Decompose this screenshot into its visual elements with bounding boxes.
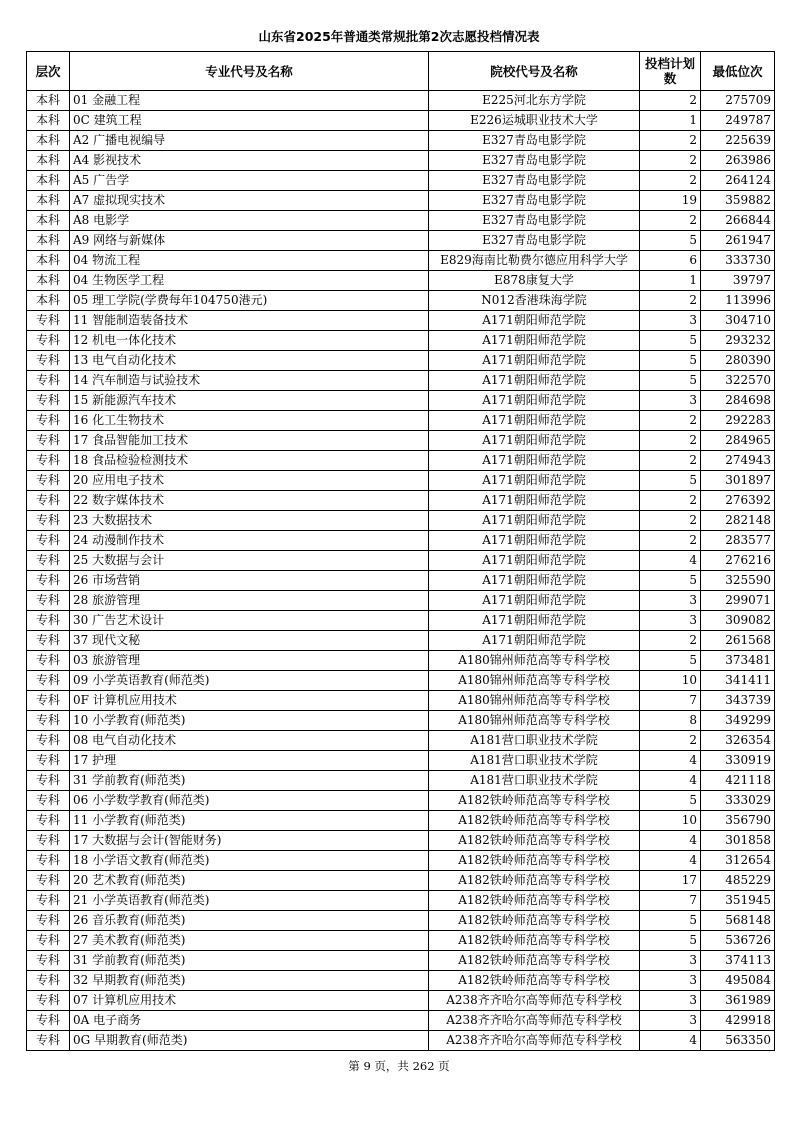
table-row [27, 991, 775, 1011]
cell-rank: 333029 [701, 791, 775, 811]
table-row [27, 731, 775, 751]
cell-major: 26 音乐教育(师范类) [70, 911, 429, 931]
table-row [27, 871, 775, 891]
cell-plan: 5 [640, 931, 701, 951]
cell-level: 专科 [27, 511, 70, 531]
cell-rank: 284698 [701, 391, 775, 411]
cell-plan: 5 [640, 651, 701, 671]
table-row [27, 191, 775, 211]
cell-level: 专科 [27, 471, 70, 491]
cell-major: 31 学前教育(师范类) [70, 951, 429, 971]
cell-plan: 5 [640, 471, 701, 491]
cell-plan: 7 [640, 691, 701, 711]
cell-level: 专科 [27, 971, 70, 991]
page-footer: 第 9 页，共 262 页 [348, 1059, 450, 1073]
cell-school: A181营口职业技术学院 [429, 731, 640, 751]
cell-major: A5 广告学 [70, 171, 429, 191]
cell-level: 本科 [27, 131, 70, 151]
cell-school: N012香港珠海学院 [429, 291, 640, 311]
cell-plan: 5 [640, 791, 701, 811]
cell-rank: 421118 [701, 771, 775, 791]
cell-major: 25 大数据与会计 [70, 551, 429, 571]
cell-school: A171朝阳师范学院 [429, 371, 640, 391]
cell-major: 14 汽车制造与试验技术 [70, 371, 429, 391]
header-major: 专业代号及名称 [70, 52, 429, 91]
cell-plan: 3 [640, 591, 701, 611]
cell-major: 17 护理 [70, 751, 429, 771]
cell-plan: 3 [640, 311, 701, 331]
cell-school: A171朝阳师范学院 [429, 511, 640, 531]
cell-school: E327青岛电影学院 [429, 171, 640, 191]
header-plan: 投档计划数 [640, 52, 701, 91]
cell-level: 专科 [27, 411, 70, 431]
cell-level: 本科 [27, 251, 70, 271]
cell-level: 本科 [27, 231, 70, 251]
cell-major: 0A 电子商务 [70, 1011, 429, 1031]
table-row [27, 311, 775, 331]
cell-rank: 349299 [701, 711, 775, 731]
table-row [27, 791, 775, 811]
cell-rank: 361989 [701, 991, 775, 1011]
cell-major: 13 电气自动化技术 [70, 351, 429, 371]
cell-plan: 2 [640, 431, 701, 451]
cell-rank: 39797 [701, 271, 775, 291]
table-row [27, 891, 775, 911]
cell-rank: 282148 [701, 511, 775, 531]
cell-rank: 292283 [701, 411, 775, 431]
cell-plan: 3 [640, 951, 701, 971]
cell-level: 本科 [27, 111, 70, 131]
table-row [27, 391, 775, 411]
cell-level: 专科 [27, 891, 70, 911]
cell-school: A171朝阳师范学院 [429, 331, 640, 351]
cell-rank: 261568 [701, 631, 775, 651]
cell-plan: 5 [640, 231, 701, 251]
cell-major: 0G 早期教育(师范类) [70, 1031, 429, 1051]
cell-major: A2 广播电视编导 [70, 131, 429, 151]
cell-major: 03 旅游管理 [70, 651, 429, 671]
cell-rank: 113996 [701, 291, 775, 311]
cell-level: 专科 [27, 771, 70, 791]
cell-major: A7 虚拟现实技术 [70, 191, 429, 211]
cell-school: A171朝阳师范学院 [429, 491, 640, 511]
cell-level: 专科 [27, 1031, 70, 1051]
cell-plan: 3 [640, 991, 701, 1011]
cell-level: 专科 [27, 611, 70, 631]
cell-school: E829海南比勒费尔德应用科学大学 [429, 251, 640, 271]
table-row [27, 211, 775, 231]
cell-rank: 309082 [701, 611, 775, 631]
cell-school: E225河北东方学院 [429, 91, 640, 111]
cell-plan: 2 [640, 531, 701, 551]
cell-level: 本科 [27, 151, 70, 171]
cell-school: A181营口职业技术学院 [429, 751, 640, 771]
cell-school: A171朝阳师范学院 [429, 611, 640, 631]
cell-school: A182铁岭师范高等专科学校 [429, 831, 640, 851]
cell-plan: 4 [640, 851, 701, 871]
cell-plan: 10 [640, 811, 701, 831]
cell-major: 12 机电一体化技术 [70, 331, 429, 351]
cell-major: A8 电影学 [70, 211, 429, 231]
cell-level: 专科 [27, 791, 70, 811]
cell-school: A171朝阳师范学院 [429, 351, 640, 371]
cell-school: A171朝阳师范学院 [429, 631, 640, 651]
admission-table [26, 51, 775, 1051]
table-row [27, 271, 775, 291]
cell-major: 37 现代文秘 [70, 631, 429, 651]
cell-school: A182铁岭师范高等专科学校 [429, 951, 640, 971]
cell-level: 专科 [27, 811, 70, 831]
cell-level: 专科 [27, 571, 70, 591]
cell-school: A182铁岭师范高等专科学校 [429, 871, 640, 891]
cell-major: 27 美术教育(师范类) [70, 931, 429, 951]
cell-rank: 485229 [701, 871, 775, 891]
table-row [27, 711, 775, 731]
cell-level: 专科 [27, 591, 70, 611]
cell-rank: 301858 [701, 831, 775, 851]
cell-rank: 266844 [701, 211, 775, 231]
cell-rank: 373481 [701, 651, 775, 671]
cell-plan: 5 [640, 371, 701, 391]
cell-plan: 5 [640, 351, 701, 371]
header-rank: 最低位次 [701, 52, 775, 91]
cell-level: 专科 [27, 311, 70, 331]
table-header-row [27, 52, 775, 91]
cell-major: 18 食品检验检测技术 [70, 451, 429, 471]
cell-plan: 2 [640, 151, 701, 171]
cell-school: A180锦州师范高等专科学校 [429, 671, 640, 691]
cell-school: A238齐齐哈尔高等师范专科学校 [429, 1011, 640, 1031]
cell-rank: 330919 [701, 751, 775, 771]
table-row [27, 911, 775, 931]
cell-major: 21 小学英语教育(师范类) [70, 891, 429, 911]
cell-major: 06 小学数学教育(师范类) [70, 791, 429, 811]
cell-rank: 276392 [701, 491, 775, 511]
cell-school: A181营口职业技术学院 [429, 771, 640, 791]
cell-rank: 263986 [701, 151, 775, 171]
cell-level: 专科 [27, 711, 70, 731]
table-row [27, 171, 775, 191]
cell-rank: 374113 [701, 951, 775, 971]
cell-rank: 343739 [701, 691, 775, 711]
cell-major: 18 小学语文教育(师范类) [70, 851, 429, 871]
cell-rank: 495084 [701, 971, 775, 991]
cell-plan: 6 [640, 251, 701, 271]
cell-level: 本科 [27, 291, 70, 311]
cell-plan: 5 [640, 571, 701, 591]
cell-major: 0C 建筑工程 [70, 111, 429, 131]
cell-school: E327青岛电影学院 [429, 191, 640, 211]
cell-plan: 2 [640, 631, 701, 651]
cell-level: 专科 [27, 851, 70, 871]
cell-major: 23 大数据技术 [70, 511, 429, 531]
cell-level: 专科 [27, 931, 70, 951]
cell-school: E878康复大学 [429, 271, 640, 291]
cell-level: 专科 [27, 451, 70, 471]
cell-school: A180锦州师范高等专科学校 [429, 651, 640, 671]
cell-plan: 2 [640, 411, 701, 431]
table-row [27, 351, 775, 371]
cell-rank: 299071 [701, 591, 775, 611]
cell-plan: 3 [640, 611, 701, 631]
cell-plan: 2 [640, 491, 701, 511]
cell-level: 专科 [27, 731, 70, 751]
table-row [27, 511, 775, 531]
table-row [27, 811, 775, 831]
cell-rank: 283577 [701, 531, 775, 551]
cell-plan: 2 [640, 131, 701, 151]
cell-school: E327青岛电影学院 [429, 211, 640, 231]
cell-major: 05 理工学院(学费每年104750港元) [70, 291, 429, 311]
cell-level: 专科 [27, 751, 70, 771]
page-title: 山东省2025年普通类常规批第2次志愿投档情况表 [258, 29, 540, 44]
table-row [27, 131, 775, 151]
cell-level: 专科 [27, 391, 70, 411]
cell-school: E226运城职业技术大学 [429, 111, 640, 131]
cell-school: E327青岛电影学院 [429, 231, 640, 251]
cell-rank: 563350 [701, 1031, 775, 1051]
cell-major: 15 新能源汽车技术 [70, 391, 429, 411]
cell-rank: 264124 [701, 171, 775, 191]
table-row [27, 91, 775, 111]
cell-major: 07 计算机应用技术 [70, 991, 429, 1011]
cell-rank: 568148 [701, 911, 775, 931]
cell-major: 20 应用电子技术 [70, 471, 429, 491]
table-row [27, 471, 775, 491]
cell-school: A182铁岭师范高等专科学校 [429, 811, 640, 831]
cell-school: A171朝阳师范学院 [429, 571, 640, 591]
cell-level: 本科 [27, 211, 70, 231]
cell-school: A171朝阳师范学院 [429, 551, 640, 571]
cell-plan: 2 [640, 91, 701, 111]
cell-major: 28 旅游管理 [70, 591, 429, 611]
cell-school: E327青岛电影学院 [429, 151, 640, 171]
cell-major: 24 动漫制作技术 [70, 531, 429, 551]
table-row [27, 111, 775, 131]
table-row [27, 231, 775, 251]
table-row [27, 691, 775, 711]
table-row [27, 451, 775, 471]
table-row [27, 331, 775, 351]
table-row [27, 611, 775, 631]
cell-plan: 10 [640, 671, 701, 691]
cell-plan: 17 [640, 871, 701, 891]
cell-major: 10 小学教育(师范类) [70, 711, 429, 731]
cell-plan: 8 [640, 711, 701, 731]
table-row [27, 1031, 775, 1051]
cell-rank: 304710 [701, 311, 775, 331]
cell-plan: 19 [640, 191, 701, 211]
table-row [27, 491, 775, 511]
cell-rank: 341411 [701, 671, 775, 691]
header-level: 层次 [27, 52, 70, 91]
cell-rank: 325590 [701, 571, 775, 591]
cell-rank: 351945 [701, 891, 775, 911]
cell-rank: 225639 [701, 131, 775, 151]
cell-plan: 3 [640, 391, 701, 411]
cell-level: 专科 [27, 371, 70, 391]
cell-school: E327青岛电影学院 [429, 131, 640, 151]
cell-plan: 5 [640, 911, 701, 931]
table-row [27, 371, 775, 391]
table-row [27, 571, 775, 591]
cell-level: 本科 [27, 91, 70, 111]
cell-school: A171朝阳师范学院 [429, 411, 640, 431]
cell-rank: 276216 [701, 551, 775, 571]
cell-plan: 2 [640, 171, 701, 191]
table-row [27, 531, 775, 551]
cell-rank: 333730 [701, 251, 775, 271]
cell-level: 专科 [27, 831, 70, 851]
cell-level: 专科 [27, 871, 70, 891]
cell-rank: 274943 [701, 451, 775, 471]
cell-rank: 261947 [701, 231, 775, 251]
cell-major: A9 网络与新媒体 [70, 231, 429, 251]
cell-major: 17 食品智能加工技术 [70, 431, 429, 451]
cell-plan: 1 [640, 271, 701, 291]
cell-major: A4 影视技术 [70, 151, 429, 171]
cell-level: 专科 [27, 671, 70, 691]
cell-major: 16 化工生物技术 [70, 411, 429, 431]
cell-major: 11 智能制造装备技术 [70, 311, 429, 331]
cell-major: 22 数字媒体技术 [70, 491, 429, 511]
cell-school: A182铁岭师范高等专科学校 [429, 791, 640, 811]
cell-rank: 429918 [701, 1011, 775, 1031]
cell-major: 30 广告艺术设计 [70, 611, 429, 631]
table-row [27, 831, 775, 851]
cell-plan: 4 [640, 551, 701, 571]
cell-major: 11 小学教育(师范类) [70, 811, 429, 831]
cell-level: 专科 [27, 631, 70, 651]
cell-level: 专科 [27, 1011, 70, 1031]
table-row [27, 551, 775, 571]
cell-school: A171朝阳师范学院 [429, 451, 640, 471]
table-row [27, 951, 775, 971]
cell-school: A180锦州师范高等专科学校 [429, 711, 640, 731]
cell-level: 专科 [27, 491, 70, 511]
cell-major: 17 大数据与会计(智能财务) [70, 831, 429, 851]
table-row [27, 971, 775, 991]
table-row [27, 751, 775, 771]
cell-rank: 275709 [701, 91, 775, 111]
cell-school: A238齐齐哈尔高等师范专科学校 [429, 1031, 640, 1051]
cell-major: 04 生物医学工程 [70, 271, 429, 291]
cell-major: 20 艺术教育(师范类) [70, 871, 429, 891]
cell-plan: 2 [640, 211, 701, 231]
cell-school: A171朝阳师范学院 [429, 591, 640, 611]
cell-major: 0F 计算机应用技术 [70, 691, 429, 711]
cell-school: A171朝阳师范学院 [429, 471, 640, 491]
cell-school: A238齐齐哈尔高等师范专科学校 [429, 991, 640, 1011]
cell-level: 专科 [27, 991, 70, 1011]
cell-school: A182铁岭师范高等专科学校 [429, 911, 640, 931]
cell-school: A171朝阳师范学院 [429, 391, 640, 411]
cell-level: 专科 [27, 911, 70, 931]
cell-major: 08 电气自动化技术 [70, 731, 429, 751]
header-school: 院校代号及名称 [429, 52, 640, 91]
cell-rank: 301897 [701, 471, 775, 491]
cell-school: A171朝阳师范学院 [429, 311, 640, 331]
table-row [27, 431, 775, 451]
cell-rank: 326354 [701, 731, 775, 751]
table-row [27, 1011, 775, 1031]
cell-plan: 4 [640, 831, 701, 851]
table-row [27, 151, 775, 171]
cell-school: A171朝阳师范学院 [429, 531, 640, 551]
table-row [27, 631, 775, 651]
cell-school: A182铁岭师范高等专科学校 [429, 971, 640, 991]
table-row [27, 771, 775, 791]
cell-plan: 2 [640, 731, 701, 751]
cell-rank: 312654 [701, 851, 775, 871]
table-row [27, 671, 775, 691]
table-row [27, 411, 775, 431]
cell-school: A182铁岭师范高等专科学校 [429, 851, 640, 871]
cell-rank: 280390 [701, 351, 775, 371]
cell-plan: 1 [640, 111, 701, 131]
cell-major: 31 学前教育(师范类) [70, 771, 429, 791]
table-row [27, 931, 775, 951]
table-row [27, 591, 775, 611]
cell-level: 专科 [27, 331, 70, 351]
cell-rank: 359882 [701, 191, 775, 211]
cell-level: 专科 [27, 531, 70, 551]
cell-rank: 536726 [701, 931, 775, 951]
table-row [27, 851, 775, 871]
cell-rank: 293232 [701, 331, 775, 351]
cell-level: 专科 [27, 351, 70, 371]
cell-major: 26 市场营销 [70, 571, 429, 591]
cell-plan: 3 [640, 971, 701, 991]
cell-rank: 322570 [701, 371, 775, 391]
cell-level: 本科 [27, 271, 70, 291]
table-row [27, 251, 775, 271]
cell-plan: 7 [640, 891, 701, 911]
cell-school: A182铁岭师范高等专科学校 [429, 931, 640, 951]
cell-major: 09 小学英语教育(师范类) [70, 671, 429, 691]
cell-school: A171朝阳师范学院 [429, 431, 640, 451]
cell-school: A180锦州师范高等专科学校 [429, 691, 640, 711]
table-row [27, 291, 775, 311]
cell-level: 本科 [27, 171, 70, 191]
cell-level: 专科 [27, 551, 70, 571]
cell-major: 01 金融工程 [70, 91, 429, 111]
cell-major: 32 早期教育(师范类) [70, 971, 429, 991]
cell-plan: 4 [640, 771, 701, 791]
cell-plan: 4 [640, 751, 701, 771]
cell-level: 专科 [27, 691, 70, 711]
cell-rank: 356790 [701, 811, 775, 831]
cell-plan: 2 [640, 511, 701, 531]
cell-plan: 4 [640, 1031, 701, 1051]
cell-level: 本科 [27, 191, 70, 211]
cell-level: 专科 [27, 431, 70, 451]
cell-plan: 2 [640, 291, 701, 311]
cell-school: A182铁岭师范高等专科学校 [429, 891, 640, 911]
cell-plan: 2 [640, 451, 701, 471]
cell-rank: 249787 [701, 111, 775, 131]
cell-plan: 5 [640, 331, 701, 351]
cell-rank: 284965 [701, 431, 775, 451]
table-body [27, 91, 775, 1051]
cell-level: 专科 [27, 951, 70, 971]
cell-level: 专科 [27, 651, 70, 671]
cell-plan: 3 [640, 1011, 701, 1031]
table-row [27, 651, 775, 671]
cell-major: 04 物流工程 [70, 251, 429, 271]
